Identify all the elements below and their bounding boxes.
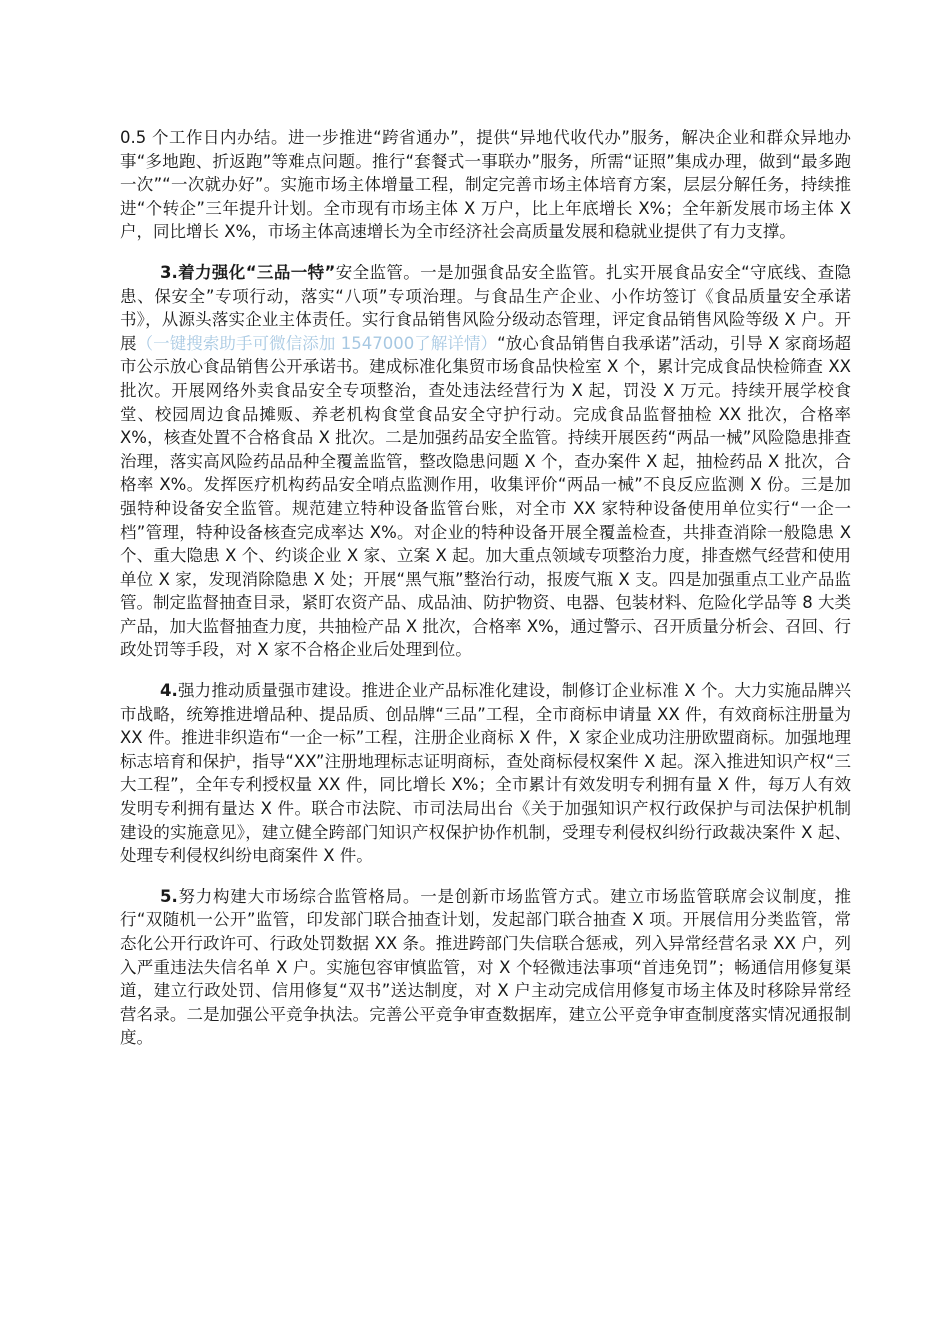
section-heading-4: 4. — [160, 681, 178, 701]
paragraph-4 — [120, 885, 851, 1050]
paragraph-2-text-b: “放心食品销售自我承诺”活动，引导 X 家商场超市公示放心食品销售公开承诺书。建成标准化集贸市场食品快检室 X 个，累计完成食品快检筛查 XX 批次。开展网络外卖食品安全专项整治，查处违法经营行为 X 起，罚没 X 万元。持续开展学校食堂、校园周边食品摊贩、养老机构食堂食品安全守护行动。完成食品监督抽检 XX 批次，合格率 X%，核查处置不合格食品 X 批次。二是加强药品安全监管。持续开展医药“两品一械”风险隐患排查治理，落实高风险药品品种全覆盖监管，整改隐患问题 X 个，查办案件 X 起，抽检药品 X 批次，合格率 X%。发挥医疗机构药品安全哨点监测作用，收集评价“两品一械”不良反应监测 X 份。三是加强特种设备安全监管。规范建立特种设备监管台账，对全市 XX 家特种设备使用单位实行“一企一档”管理，特种设备核查完成率达 X%。对企业的特种设备开展全覆盖检查，共排查消除一般隐患 X 个、重大隐患 X 个、约谈企业 X 家、立案 X 起。加大重点领域专项整治力度，排查燃气经营和使用单位 X 家，发现消除隐患 X 处；开展“黑气瓶”整治行动，报废气瓶 X 支。四是加强重点工业产品监管。制定监督抽查目录，紧盯农资产品、成品油、防护物资、电器、包装材料、危险化学品等 8 大类产品，加大监督抽查力度，共抽检产品 X 批次，合格率 X%，通过警示、召开质量分析会、召回、行政处罚等手段，对 X 家不合格企业后处理到位。 — [120, 333, 852, 660]
document-page — [120, 126, 851, 1067]
paragraph-4-text: 努力构建大市场综合监管格局。一是创新市场监管方式。建立市场监管联席会议制度，推行“双随机一公开”监管，印发部门联合抽查计划，发起部门联合抽查 X 项。开展信用分类监管，常态化公开行政许可、行政处罚数据 XX 条。推进跨部门失信联合惩戒，列入异常经营名录 XX 户，列入严重违法失信名单 X 户。实施包容审慎监管，对 X 个轻微违法事项“首违免罚”；畅通信用修复渠道，建立行政处罚、信用修复“双书”送达制度，对 X 户主动完成信用修复市场主体及时移除异常经营名录。二是加强公平竞争执法。完善公平竞争审查数据库，建立公平竞争审查制度落实情况通报制度。 — [120, 886, 851, 1048]
watermark-link[interactable]: （一键搜索助手可微信添加 1547000了解详情） — [136, 333, 498, 353]
paragraph-3 — [120, 679, 851, 868]
paragraph-2 — [120, 261, 851, 662]
paragraph-3-text: 强力推动质量强市建设。推进企业产品标准化建设，制修订企业标准 X 个。大力实施品牌兴市战略，统筹推进增品种、提品质、创品牌“三品”工程，全市商标申请量 XX 件，有效商标注册量为 XX 件。推进非织造布“一企一标”工程，注册企业商标 X 件，X 家企业成功注册欧盟商标。加强地理标志培育和保护，指导“XX”注册地理标志证明商标，查处商标侵权案件 X 起。深入推进知识产权“三大工程”，全年专利授权量 XX 件，同比增长 X%；全市累计有效发明专利拥有量 X 件，每万人有效发明专利拥有量达 X 件。联合市法院、市司法局出台《关于加强知识产权行政保护与司法保护机制建设的实施意见》，建立健全跨部门知识产权保护协作机制，受理专利侵权纠纷行政裁决案件 X 起、处理专利侵权纠纷电商案件 X 件。 — [120, 681, 851, 866]
section-heading-5: 5. — [160, 886, 178, 906]
section-heading-3: 3.着力强化“三品一特” — [160, 262, 336, 282]
paragraph-1: 0.5 个工作日内办结。进一步推进“跨省通办”，提供“异地代收代办”服务，解决企业和群众异地办事“多地跑、折返跑”等难点问题。推行“套餐式一事联办”服务，所需“证照”集成办理，做到“最多跑一次”“一次就办好”。实施市场主体增量工程，制定完善市场主体培育方案，层层分解任务，持续推进“个转企”三年提升计划。全市现有市场主体 X 万户，比上年底增长 X%；全年新发展市场主体 X 户，同比增长 X%，市场主体高速增长为全市经济社会高质量发展和稳就业提供了有力支撑。 — [120, 128, 851, 242]
paragraph-2-text-a: 安全监管。一是加强食品安全监管。扎实开展食品安全“守底线、查隐患、保安全”专项行动，落实“八项”专项治理。与食品生产企业、小作坊签订《食品质量安全承诺书》，从源头落实企业主体责任。实行食品销售风险分级动态管理，评定食品销售风险等级 X 户。开展 — [120, 262, 851, 353]
